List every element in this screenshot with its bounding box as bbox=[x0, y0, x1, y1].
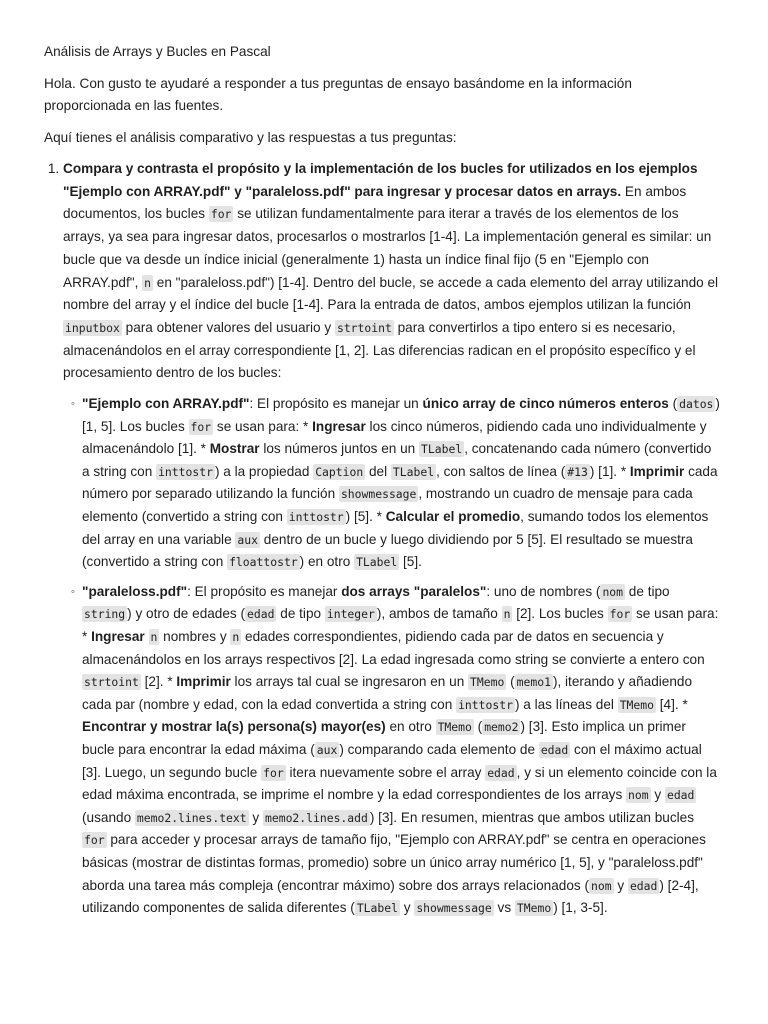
question-text: Compara y contrasta el propósito y la implementación de los bucles for utilizados en los ejemplos "Ejemplo con ARRAY.pdf" y "paraleloss.pdf" para ingresar y procesar datos en arrays. bbox=[63, 161, 698, 199]
bullet-text: [2]. * bbox=[140, 674, 177, 690]
emphasis-text: Ingresar bbox=[91, 628, 145, 644]
bullet-text: ) a la propiedad bbox=[214, 463, 314, 479]
emphasis-text: Ingresar bbox=[312, 418, 366, 434]
bullet-paraleloss bbox=[82, 581, 722, 920]
bullet-text: y bbox=[399, 900, 415, 916]
bullet-text: del bbox=[365, 463, 391, 479]
code-token: floattostr bbox=[229, 555, 298, 570]
bullet-text: : uno de nombres ( bbox=[486, 583, 601, 599]
bullet-text: con el máximo actual [3]. Luego, un segundo bucle bbox=[82, 741, 702, 780]
code-token: showmessage bbox=[416, 901, 492, 916]
code-token: strtoint bbox=[336, 320, 392, 335]
answer-text: para convertirlos a tipo entero si es necesario, almacenándolos en el array correspondiente [1, 2]. Las diferencias radican en el propósito específico y el procesamiento dentro de los bucles: bbox=[63, 319, 696, 381]
bullet-text: ) en otro bbox=[299, 554, 355, 570]
code-token: edad bbox=[629, 878, 658, 893]
code-token: memo2 bbox=[484, 720, 519, 735]
code-token: #13 bbox=[567, 464, 588, 479]
answer-text: para obtener valores del usuario y bbox=[121, 319, 335, 335]
bullet-text: los cinco números, pidiendo cada uno individualmente y almacenándolo [1]. * bbox=[82, 418, 707, 457]
emphasis-text: Mostrar bbox=[209, 441, 260, 457]
code-token: for bbox=[190, 419, 212, 434]
code-token: for bbox=[609, 607, 631, 622]
bullet-text: se usan para: * bbox=[213, 418, 313, 434]
code-token: memo2.lines.text bbox=[136, 810, 247, 825]
bullet-text: , mostrando un cuadro de mensaje para cada elemento (convertido a string con bbox=[82, 486, 693, 524]
answer-text: en "paraleloss.pdf") [1-4]. Dentro del bucle, se accede a cada elemento del array utilizando el nombre del array y el índice del bucle [1-4]. Para la entrada de datos, ambos ejemplos utilizan la función bbox=[63, 274, 719, 313]
code-token: TMemo bbox=[437, 720, 472, 735]
code-token: for bbox=[210, 207, 232, 222]
bullet-text: : El propósito es manejar un bbox=[249, 396, 423, 412]
bullet-text: ) [3]. En resumen, mientras que ambos utilizan bucles bbox=[369, 809, 695, 825]
code-token: nom bbox=[602, 584, 624, 599]
bullet-text: ) [1, 3-5]. bbox=[553, 900, 608, 916]
bullet-text: de tipo bbox=[276, 606, 325, 622]
bullet-text: se usan para: * bbox=[82, 606, 719, 644]
code-token: nom bbox=[591, 878, 612, 893]
comparison-list bbox=[63, 393, 722, 920]
lead-paragraph: Aquí tienes el análisis comparativo y las respuestas a tus preguntas: bbox=[44, 130, 457, 145]
bullet-text: y bbox=[650, 787, 665, 803]
bullet-text: , con saltos de línea ( bbox=[436, 463, 566, 479]
bullet-text: ( bbox=[668, 396, 678, 412]
code-token: TMemo bbox=[470, 675, 505, 690]
bullet-text: los arrays tal cual se ingresaron en un bbox=[230, 674, 469, 690]
bullet-text: vs bbox=[493, 900, 515, 916]
code-token: n bbox=[503, 607, 511, 622]
bullet-text bbox=[145, 629, 149, 644]
bullet-heading: "Ejemplo con ARRAY.pdf" bbox=[82, 396, 250, 412]
code-token: TMemo bbox=[516, 901, 552, 916]
bullet-text: ), ambos de tamaño bbox=[376, 606, 502, 622]
code-token: inputbox bbox=[65, 320, 120, 335]
bullet-text: y bbox=[248, 809, 263, 825]
emphasis-text: dos arrays "paralelos" bbox=[341, 583, 487, 599]
code-token: edad bbox=[247, 607, 275, 622]
bullet-text: ) [1]. * bbox=[589, 463, 630, 479]
bullet-text: nombres y bbox=[159, 628, 231, 644]
code-token: TMemo bbox=[619, 697, 654, 712]
emphasis-text: Calcular el promedio bbox=[385, 509, 521, 524]
bullet-text: y bbox=[613, 877, 628, 893]
code-token: n bbox=[150, 629, 158, 644]
emphasis-text: Imprimir bbox=[176, 674, 231, 690]
bullet-text: los números juntos en un bbox=[259, 441, 420, 457]
intro-paragraph: Hola. Con gusto te ayudaré a responder a tus preguntas de ensayo basándome en la información proporcionada en las fuentes. bbox=[44, 76, 632, 113]
code-token: integer bbox=[326, 607, 375, 622]
code-token: edad bbox=[540, 742, 569, 757]
bullet-text: ) [3]. Esto implica un primer bucle para encontrar la edad máxima ( bbox=[82, 719, 686, 757]
bullet-text: ( bbox=[506, 674, 515, 690]
bullet-text: para acceder y procesar arrays de tamaño fijo, "Ejemplo con ARRAY.pdf" se centra en operaciones básicas (mostrar de distintas formas, promedio) sobre un único array numérico [1, 5], y "paraleloss.pdf" aborda una tarea más compleja (encontrar máximo) sobre dos arrays relacionados ( bbox=[82, 832, 706, 893]
code-token: aux bbox=[316, 742, 338, 757]
answer-text: se utilizan fundamentalmente para iterar a través de los elementos de los arrays, ya sea para ingresar datos, procesarlos o mostrarlos [1-4]. La implementación general es similar: un bucle que va desde un índice inicial (generalmente 1) hasta un índice final fijo (5 en "Ejemplo con ARRAY.pdf", bbox=[63, 206, 712, 290]
code-token: edad bbox=[487, 765, 515, 780]
bullet-text: [5]. bbox=[399, 554, 422, 570]
bullet-text: edades correspondientes, pidiendo cada par de datos en secuencia y almacenándolos en los arrays respectivos [2]. La edad ingresada como string se convierte a entero con bbox=[82, 628, 705, 667]
bullet-text: ) y otro de edades ( bbox=[127, 606, 246, 622]
code-token: memo2.lines.add bbox=[265, 810, 368, 825]
bullet-ejemplo-array bbox=[82, 393, 722, 574]
bullet-text: ( bbox=[473, 719, 483, 735]
bullet-text: cada número por separado utilizando la función bbox=[82, 463, 718, 502]
code-token: string bbox=[84, 607, 126, 622]
code-token: inttostr bbox=[458, 697, 513, 712]
document-title: Análisis de Arrays y Bucles en Pascal bbox=[44, 44, 271, 59]
code-token: n bbox=[144, 275, 151, 290]
answer-text: En ambos documentos, los bucles bbox=[63, 183, 687, 222]
code-token: aux bbox=[237, 532, 258, 547]
bullet-text: ) [1, 5]. Los bucles bbox=[82, 396, 720, 434]
code-token: n bbox=[232, 629, 240, 644]
bullet-text: ) a las líneas del bbox=[514, 696, 618, 712]
question-list bbox=[44, 158, 722, 920]
bullet-heading: "paraleloss.pdf" bbox=[82, 583, 188, 599]
code-token: datos bbox=[679, 397, 714, 412]
code-token: inttostr bbox=[288, 510, 344, 524]
bullet-text: , y si un elemento coincide con la edad máxima encontrada, se imprime el nombre y la edad correspondientes de los arrays bbox=[82, 764, 717, 803]
code-token: TLabel bbox=[392, 464, 435, 479]
bullet-text: en otro bbox=[385, 719, 436, 735]
bullet-text: [4]. * bbox=[656, 696, 688, 712]
bullet-text: ) comparando cada elemento de bbox=[339, 741, 539, 757]
code-token: inttostr bbox=[158, 464, 213, 479]
code-token: nom bbox=[628, 788, 649, 803]
code-token: TLabel bbox=[356, 901, 398, 916]
bullet-text: ), iterando y añadiendo cada par (nombre y edad, con la edad convertida a string con bbox=[82, 674, 693, 712]
code-token: for bbox=[84, 833, 105, 848]
code-token: showmessage bbox=[340, 487, 417, 502]
bullet-text: dentro de un bucle y luego dividiendo por 5 [5]. El resultado se muestra (convertido a string con bbox=[82, 531, 693, 570]
bullet-text: de tipo bbox=[625, 583, 670, 599]
code-token: strtoint bbox=[84, 675, 139, 690]
bullet-text: , concatenando cada número (convertido a string con bbox=[82, 441, 712, 479]
bullet-text: ) [5]. * bbox=[345, 509, 386, 524]
code-token: memo1 bbox=[516, 675, 551, 690]
emphasis-text: Encontrar y mostrar la(s) persona(s) mayor(es) bbox=[82, 719, 386, 735]
bullet-text: , sumando todos los elementos del array en una variable bbox=[82, 509, 709, 547]
code-token: Caption bbox=[315, 464, 364, 479]
code-token: TLabel bbox=[421, 442, 463, 457]
bullet-text: : El propósito es manejar bbox=[187, 583, 342, 599]
code-token: edad bbox=[666, 788, 695, 803]
bullet-text: [2]. Los bucles bbox=[512, 606, 608, 622]
bullet-text: itera nuevamente sobre el array bbox=[285, 764, 486, 780]
bullet-text: ) [2-4], utilizando componentes de salida diferentes ( bbox=[82, 877, 699, 916]
emphasis-text: único array de cinco números enteros bbox=[422, 396, 669, 412]
code-token: TLabel bbox=[356, 555, 398, 570]
bullet-text: (usando bbox=[82, 809, 135, 825]
question-item-1 bbox=[63, 158, 722, 920]
code-token: for bbox=[263, 765, 284, 780]
emphasis-text: Imprimir bbox=[629, 463, 685, 479]
